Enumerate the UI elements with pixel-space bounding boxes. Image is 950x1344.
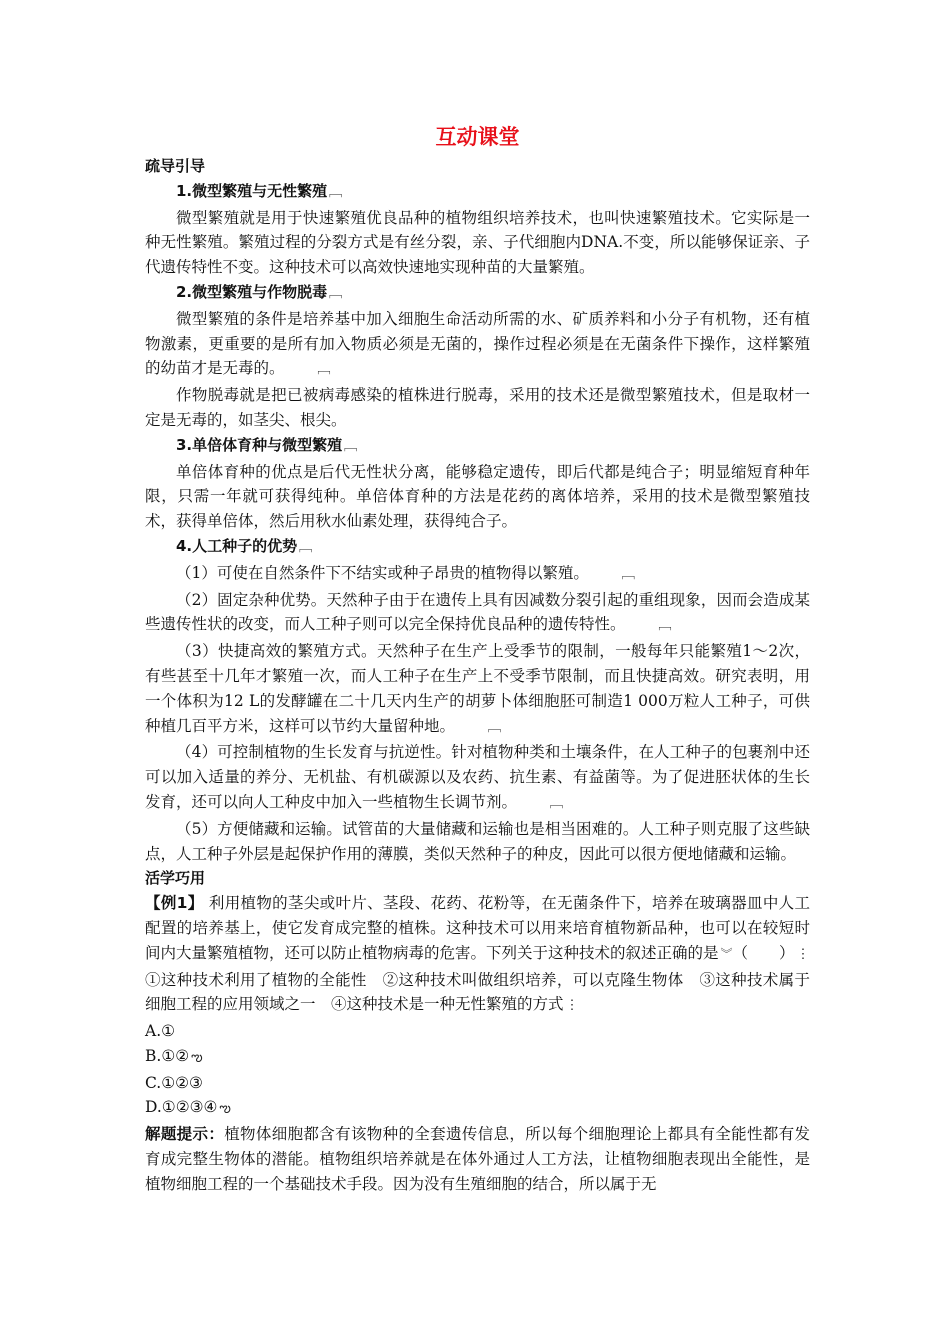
option-a: A.① [145, 1022, 176, 1041]
double-v-mark-icon: ︾ [720, 946, 733, 961]
option-c: C.①②③ [145, 1073, 203, 1092]
answer-blank: （ ） [732, 943, 795, 962]
scribble-mark-icon: ﹇ [658, 618, 672, 634]
paragraph-2: 微型繁殖的条件是培养基中加入细胞生命活动所需的水、矿质养料和小分子有机物，还有植物激素，更重要的是所有加入物质必须是无菌的，操作过程必须是在无菌条件下操作，这样繁殖的幼苗才是无毒的。 ﹇ [145, 307, 810, 383]
section-heading-practice: 活学巧用 [145, 869, 206, 888]
advantage-4: （4）可控制植物的生长发育与抗逆性。针对植物种类和土壤条件，在人工种子的包裹剂中还可以加入适量的养分、无机盐、有机碳源以及农药、抗生素、有益菌等。为了促进胚状体的生长发育，还可以向人工种皮中加入一些植物生长调节剂。 ﹇ [145, 740, 810, 816]
paragraph-3: 作物脱毒就是把已被病毒感染的植株进行脱毒，采用的技术还是微型繁殖技术，但是取材一定是无毒的，如茎尖、根尖。 [145, 386, 810, 429]
subheading-2: 2.微型繁殖与作物脱毒 ﹇ [145, 280, 810, 307]
scribble-mark-icon: ﹇ [317, 362, 331, 378]
paragraph-1: 微型繁殖就是用于快速繁殖优良品种的植物组织培养技术，也叫快速繁殖技术。它实际是一种无性繁殖。繁殖过程的分裂方式是有丝分裂，亲、子代细胞内DNA.不变，所以能够保证亲、子代遗传特性不变。这种技术可以高效快速地实现种苗的大量繁殖。 [145, 208, 810, 277]
section-heading-guide: 疏导引导 [145, 157, 206, 175]
example-text: 利用植物的茎尖或叶片、茎段、花药、花粉等，在无菌条件下，培养在玻璃器皿中人工配置的培养基上，使它发育成完整的植株。这种技术可以用来培育植物新品种，也可以在较短时间内大量繁殖植物，还可以防止植物病毒的危害。下列关于这种技术的叙述正确的是 [145, 894, 810, 962]
hint-text: 植物体细胞都含有该物种的全套遗传信息，所以每个细胞理论上都具有全能性都有发育成完整生物体的潜能。植物组织培养就是在体外通过人工方法，让植物细胞表现出全能性，是植物细胞工程的一个基础技术手段。因为没有生殖细胞的结合，所以属于无 [145, 1125, 810, 1193]
document-page [145, 122, 810, 1197]
page-title: 互动课堂 [435, 125, 520, 149]
vertical-dots-icon: ⋮ [565, 998, 579, 1014]
snail-mark-icon: ఌ [219, 1101, 231, 1117]
advantage-5: （5）方便储藏和运输。试管苗的大量储藏和运输也是相当困难的。人工种子则克服了这些缺点，人工种子外层是起保护作用的薄膜，类似天然种子的种皮，因此可以很方便地储藏和运输。 [145, 819, 810, 863]
scribble-mark-icon: ﹇ [299, 539, 313, 555]
option-b: B.①② ఌ [145, 1044, 810, 1071]
option-d: D.①②③④ ఌ [145, 1095, 810, 1122]
advantage-2: （2）固定杂种优势。天然种子由于在遗传上具有因减数分裂引起的重组现象，因而会造成某些遗传性状的改变，而人工种子则可以完全保持优良品种的遗传特性。 ﹇ [145, 588, 810, 640]
scribble-mark-icon: ﹇ [329, 184, 343, 200]
paragraph-4: 单倍体育种的优点是后代无性状分离，能够稳定遗传，即后代都是纯合子；明显缩短育种年限，只需一年就可获得纯种。单倍体育种的方法是花药的离体培养，采用的技术是微型繁殖技术，获得单倍体，然后用秋水仙素处理，获得纯合子。 [145, 462, 810, 531]
snail-mark-icon: ఌ [191, 1049, 203, 1065]
solution-hint [145, 1122, 810, 1196]
subheading-1: 1.微型繁殖与无性繁殖 ﹇ [145, 179, 810, 206]
example-label: 【例1】 [145, 894, 204, 913]
advantage-1: （1）可使在自然条件下不结实或种子昂贵的植物得以繁殖。 ﹇ [145, 561, 810, 588]
scribble-mark-icon: ﹇ [621, 566, 635, 582]
scribble-mark-icon: ﹇ [344, 438, 358, 454]
scribble-mark-icon: ﹇ [488, 719, 502, 735]
vertical-dots-icon: ⋮ [796, 946, 810, 962]
scribble-mark-icon: ﹇ [550, 795, 564, 811]
hint-label: 解题提示： [145, 1125, 225, 1144]
example-question [145, 891, 810, 967]
subheading-4: 4.人工种子的优势 ﹇ [145, 534, 810, 561]
subheading-3: 3.单倍体育种与微型繁殖 ﹇ [145, 433, 810, 460]
scribble-mark-icon: ﹇ [329, 285, 343, 301]
statements: ①这种技术利用了植物的全能性 ②这种技术叫做组织培养，可以克隆生物体 ③这种技术属于细胞工程的应用领域之一 ④这种技术是一种无性繁殖的方式 ⋮ [145, 968, 810, 1020]
advantage-3: （3）快捷高效的繁殖方式。天然种子在生产上受季节的限制，一般每年只能繁殖1～2次，有些甚至十几年才繁殖一次，而人工种子在生产上不受季节限制，而且快捷高效。研究表明，用一个体积为12 L的发酵罐在二十几天内生产的胡萝卜体细胞胚可制造1 000万粒人工种子，可供种植几百平方米，这样可以节约大量留种地。 ﹇ [145, 639, 810, 740]
